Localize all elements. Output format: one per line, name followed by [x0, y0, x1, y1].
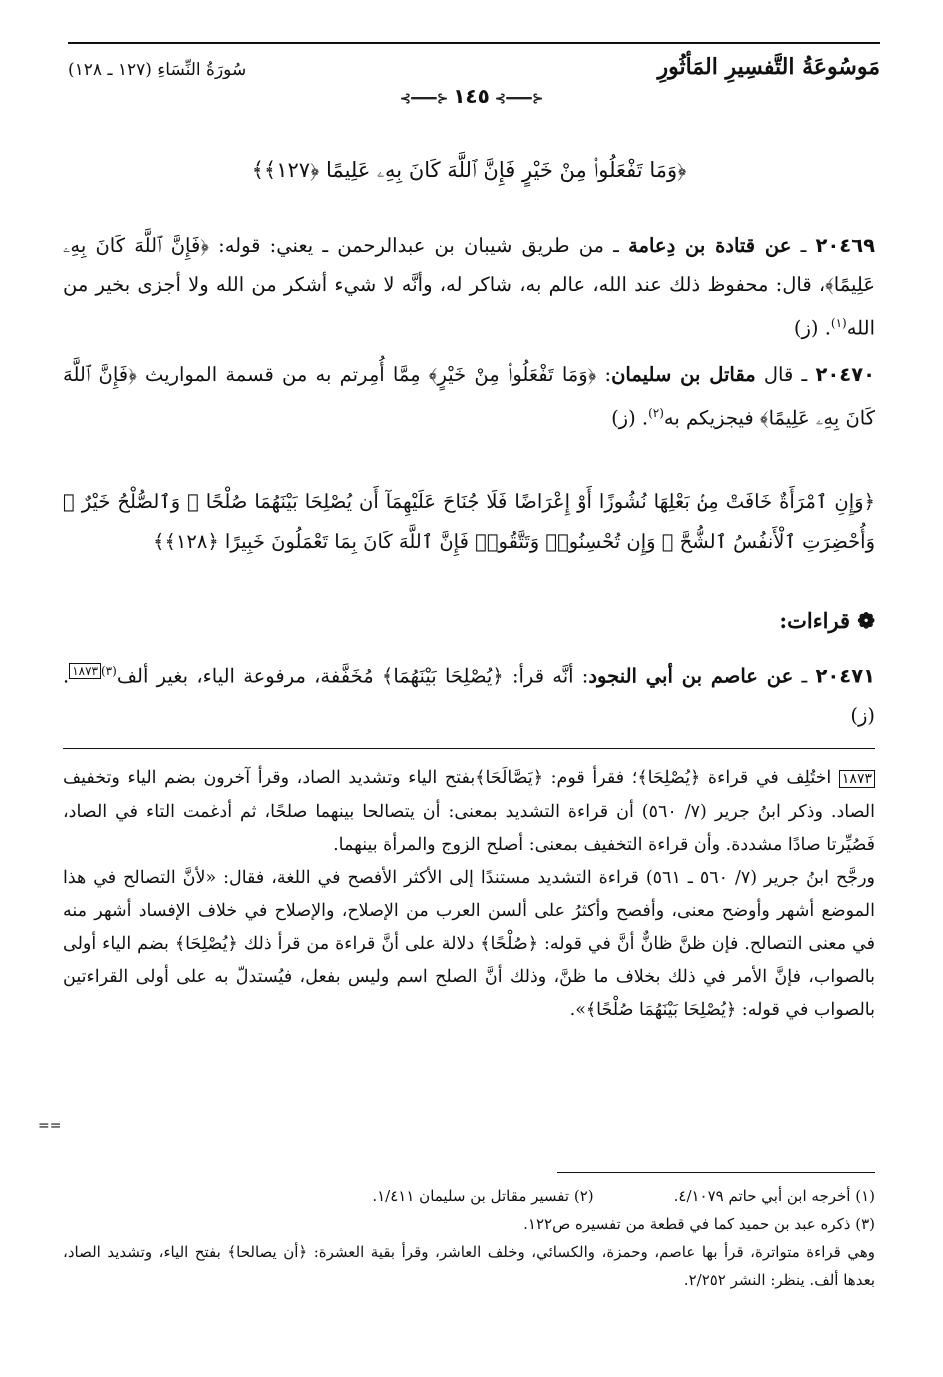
page-number — [0, 84, 943, 108]
commentary-ref-box: ١٨٧٣ — [69, 663, 101, 679]
section-heading — [63, 608, 875, 633]
footnote-separator — [557, 1172, 875, 1173]
entry-tail: . (ز) — [793, 316, 831, 340]
entry-20471: ٢٠٤٧١ ـ عن عاصم بن أبي النجود: أنَّه قرأ: ﴿يُصْلِحَا بَيْنَهُمَا﴾ مُخَفَّفة، مرفوعة الياء، بغير ألف$^{(٣)١٨٧٣}$. (ز) — [63, 664, 875, 727]
flower-icon: ❁ — [850, 608, 875, 633]
surah-reference: سُورَةُ النِّسَاءِ (١٢٧ ـ ١٢٨) — [68, 60, 247, 80]
entry-author: عن قتادة بن دِعامة — [628, 234, 792, 257]
footnote-ref: (٢) — [648, 406, 664, 420]
footnotes — [63, 1182, 875, 1294]
entry-author: عن عاصم بن أبي النجود — [588, 664, 794, 688]
section-heading-text: قراءات: — [779, 608, 851, 633]
footnote-ref: (١) — [830, 316, 847, 330]
footnote-ref: (٣) — [100, 664, 117, 678]
entry-tail: . (ز) — [63, 664, 875, 727]
verse-127: ﴿وَمَا تَفْعَلُوا۟ مِنْ خَيْرٍ فَإِنَّ ٱللَّهَ كَانَ بِهِۦ عَلِيمًا ﴿١٢٧﴾﴾ — [251, 158, 687, 182]
commentary-paragraph-2: ورجَّح ابنُ جرير (٧/ ٥٦٠ ـ ٥٦١) قراءة التشديد مستندًا إلى الأكثر الأفصح في اللغة، فقال: «لأنَّ التصالح في هذا الموضع أشهر وأوضح معنى، وأفصح وأكثرُ على ألسن العرب من الإصلاح، والإصلاح في خلاف الإفساد أشهر منه في معنى التصالح. فإن ظنَّ ظانٌّ أنَّ في قوله: ﴿صُلْحًا﴾ دلالة على أنَّ قراءة من قرأ ذلك ﴿يُصْلِحَا﴾ بضم الياء أولى بالصواب، فإنَّ الأمر في ذلك بخلاف ما ظنَّ، وذلك أنَّ الصلح اسم وليس بفعل، فيُستدلّ به على أولى القراءتين بالصواب في قوله: ﴿يُصْلِحَا بَيْنَهُمَا صُلْحًا﴾». — [63, 868, 875, 1020]
footnote-row-1 — [63, 1182, 875, 1210]
entry-20469: ٢٠٤٦٩ ـ عن قتادة بن دِعامة ـ من طريق شيبان بن عبدالرحمن ـ يعني: قوله: ﴿فَإِنَّ ٱللَّهَ كَانَ بِهِۦ عَلِيمًا﴾، قال: محفوظ ذلك عند الله، عالم به، شاكر له، وأنَّه لا شيء أشكر من الله ولا أجزى بخير من الله$^{(١)}$. (ز) — [63, 234, 875, 340]
book-title: مَوسُوعَةُ التَّفسِيرِ المَأثُورِ — [657, 54, 880, 80]
ornament-icon: ⊰━━━⊱ — [399, 91, 454, 107]
entry-number: ٢٠٤٧٠ — [815, 363, 875, 386]
footnote-1: (١) أخرجه ابن أبي حاتم ٤/١٠٧٩. — [673, 1187, 875, 1205]
header-rule — [68, 42, 880, 44]
entry-text: ـ من طريق شيبان بن عبدالرحمن ـ يعني: قوله: ﴿فَإِنَّ ٱللَّهَ كَانَ بِهِۦ عَلِيمًا﴾، قال: محفوظ ذلك عند الله، عالم به، شاكر له، وأنَّه لا شيء أشكر من الله ولا أجزى بخير من الله — [63, 234, 875, 340]
commentary — [63, 762, 875, 1027]
entry-number: ٢٠٤٦٩ — [815, 234, 875, 257]
commentary-paragraph-1: اختُلِف في قراءة ﴿يُصْلِحَا﴾؛ فقرأ قوم: ﴿يَصَّالَحَا﴾بفتح الياء وتشديد الصاد، وقرأ آخرون بضم الياء وتخفيف الصاد. وذكر ابنُ جرير (٧/ ٥٦٠) أن قراءة التشديد بمعنى: أن يتصالحا بينهما صلحًا، ثم أدغمت التاء في الصاد، فَصُيِّرتا صادًا مشددة. وأن قراءة التخفيف بمعنى: أصلح الزوج والمرأة بينهما. — [63, 768, 875, 855]
entry-number: ٢٠٤٧١ — [815, 664, 875, 688]
footnote-2: (٢) تفسير مقاتل بن سليمان ١/٤١١. — [372, 1187, 594, 1205]
footnote-3: (٣) ذكره عبد بن حميد كما في قطعة من تفسيره ص١٢٢. — [523, 1215, 875, 1233]
entry-text-prefix: ـ قال — [763, 363, 808, 386]
ornament-icon: ⊰━━━⊱ — [489, 91, 544, 107]
entry-author: مقاتل بن سليمان — [611, 363, 756, 386]
commentary-separator — [63, 748, 875, 749]
verse-128: ﴿وَإِنِ ٱمْرَأَةٌ خَافَتْ مِنۢ بَعْلِهَا نُشُوزًا أَوْ إِعْرَاضًا فَلَا جُنَاحَ عَلَيْهِمَآ أَن يُصْلِحَا بَيْنَهُمَا صُلْحًا ۚ وَٱلصُّلْحُ خَيْرٌ ۗ وَأُحْضِرَتِ ٱلْأَنفُسُ ٱلشُّحَّ ۚ وَإِن تُحْسِنُوا۟ وَتَتَّقُوا۟ فَإِنَّ ٱللَّهَ كَانَ بِمَا تَعْمَلُونَ خَبِيرًا ﴿١٢٨﴾﴾ — [63, 490, 875, 553]
margin-mark: == — [38, 1118, 62, 1134]
entry-text: : ﴿وَمَا تَفْعَلُوا۟ مِنْ خَيْرٍ﴾ مِمَّا أُمِرتم به من قسمة المواريث ﴿فَإِنَّ ٱللَّهَ كَانَ بِهِۦ عَلِيمًا﴾ فيجزيكم به — [63, 363, 875, 430]
commentary-number-box: ١٨٧٣ — [839, 770, 875, 788]
entry-20470 — [63, 355, 875, 438]
page-number-text: ١٤٥ — [453, 84, 490, 108]
footnote-3-continued: وهي قراءة متواترة، قرأ بها عاصم، وحمزة، والكسائي، وخلف العاشر، وقرأ بقية العشرة: ﴿أن يصالحا﴾ بفتح الياء، وتشديد الصاد، بعدها ألف. ينظر: النشر ٢/٢٥٢. — [63, 1243, 875, 1289]
entry-tail: . (ز) — [611, 406, 649, 430]
entry-text: : أنَّه قرأ: ﴿يُصْلِحَا بَيْنَهُمَا﴾ مُخَفَّفة، مرفوعة الياء، بغير ألف — [116, 664, 589, 688]
